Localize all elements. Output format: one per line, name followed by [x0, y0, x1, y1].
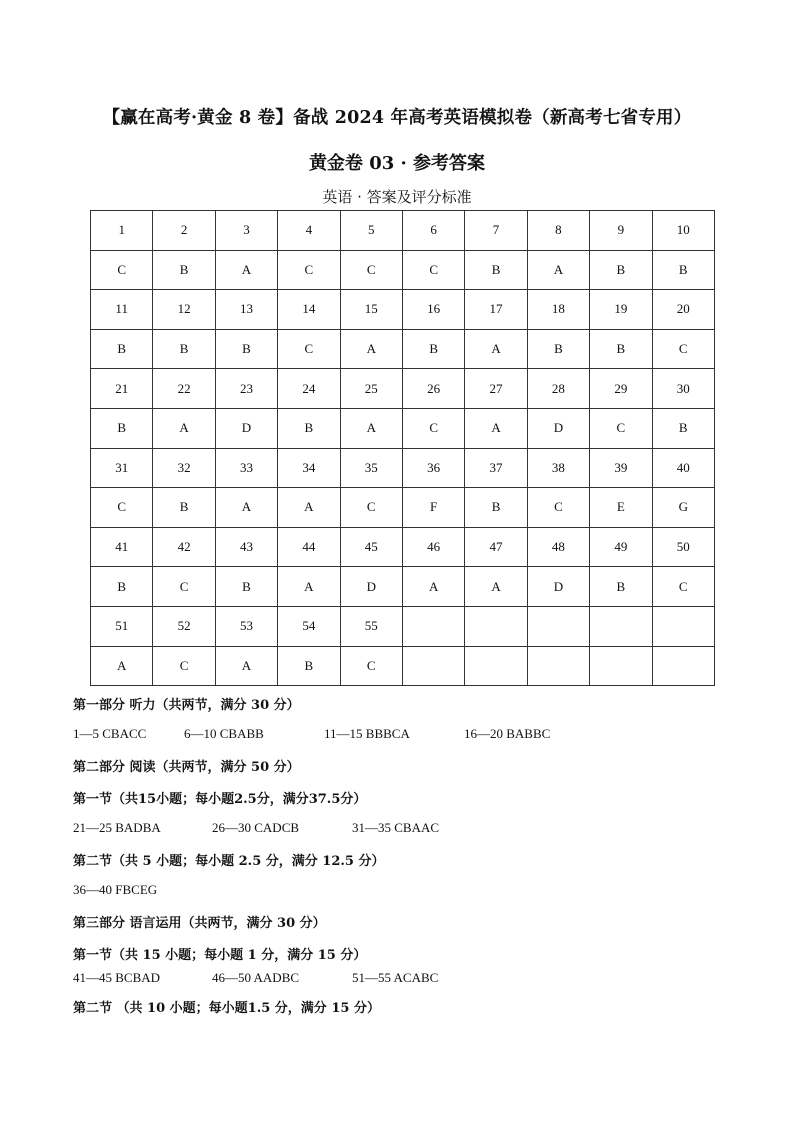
- answer-cell: A: [402, 567, 464, 607]
- question-number-cell: 36: [402, 448, 464, 488]
- answer-cell: C: [340, 488, 402, 528]
- question-number-cell: 30: [652, 369, 714, 409]
- answer-cell: B: [590, 250, 652, 290]
- question-number-cell: 13: [215, 290, 277, 330]
- question-number-cell: 27: [465, 369, 527, 409]
- answer-cell: A: [340, 408, 402, 448]
- answer-row: [91, 250, 715, 290]
- part3-heading: 第三部分 语言运用（共两节，满分 30 分）: [73, 916, 326, 931]
- answer-cell: B: [590, 329, 652, 369]
- answer-cell: C: [340, 646, 402, 686]
- answer-group: 36—40 FBCEG: [73, 882, 158, 897]
- question-number-row: [91, 448, 715, 488]
- question-number-cell: 50: [652, 527, 714, 567]
- question-number-cell: 23: [215, 369, 277, 409]
- answer-cell: B: [153, 250, 215, 290]
- answer-cell: C: [91, 250, 153, 290]
- answer-cell: A: [215, 488, 277, 528]
- answer-group: 16—20 BABBC: [464, 726, 551, 741]
- question-number-cell: 32: [153, 448, 215, 488]
- question-number-row: [91, 606, 715, 646]
- question-number-cell: 46: [402, 527, 464, 567]
- answer-cell: A: [278, 488, 340, 528]
- answer-cell: [527, 646, 589, 686]
- question-number-cell: 5: [340, 211, 402, 251]
- question-number-cell: 9: [590, 211, 652, 251]
- answer-cell: B: [215, 329, 277, 369]
- answer-group: 1—5 CBACC: [73, 726, 147, 741]
- answer-cell: D: [215, 408, 277, 448]
- part3-section2-heading: 第二节 （共 10 小题；每小题1.5 分，满分 15 分）: [73, 1001, 380, 1016]
- question-number-cell: 35: [340, 448, 402, 488]
- question-number-cell: 54: [278, 606, 340, 646]
- answer-cell: A: [465, 329, 527, 369]
- answer-cell: [465, 646, 527, 686]
- part2-section2-heading: 第二节（共 5 小题；每小题 2.5 分，满分 12.5 分）: [73, 854, 385, 869]
- answer-cell: B: [215, 567, 277, 607]
- answer-group: 41—45 BCBAD: [73, 970, 161, 985]
- question-number-cell: [465, 606, 527, 646]
- answer-table: [90, 210, 715, 686]
- answer-cell: C: [153, 646, 215, 686]
- question-number-cell: 3: [215, 211, 277, 251]
- answer-cell: C: [402, 250, 464, 290]
- answer-cell: B: [91, 408, 153, 448]
- question-number-cell: 40: [652, 448, 714, 488]
- answer-cell: A: [91, 646, 153, 686]
- question-number-cell: 28: [527, 369, 589, 409]
- answer-cell: C: [278, 250, 340, 290]
- question-number-cell: 34: [278, 448, 340, 488]
- question-number-cell: 51: [91, 606, 153, 646]
- answer-cell: B: [153, 488, 215, 528]
- question-number-cell: 19: [590, 290, 652, 330]
- question-number-cell: 42: [153, 527, 215, 567]
- answer-cell: C: [153, 567, 215, 607]
- question-number-cell: 55: [340, 606, 402, 646]
- answer-cell: [652, 646, 714, 686]
- question-number-cell: 16: [402, 290, 464, 330]
- question-number-cell: 8: [527, 211, 589, 251]
- answer-cell: B: [652, 250, 714, 290]
- answer-cell: A: [340, 329, 402, 369]
- answer-row: [91, 488, 715, 528]
- question-number-cell: 21: [91, 369, 153, 409]
- answer-row: [91, 329, 715, 369]
- document-subtitle: 黄金卷 03 · 参考答案: [308, 153, 486, 174]
- answer-cell: B: [91, 567, 153, 607]
- question-number-cell: 37: [465, 448, 527, 488]
- answer-cell: C: [652, 567, 714, 607]
- question-number-cell: 1: [91, 211, 153, 251]
- question-number-cell: 22: [153, 369, 215, 409]
- question-number-row: [91, 290, 715, 330]
- answer-cell: B: [278, 408, 340, 448]
- question-number-cell: 7: [465, 211, 527, 251]
- question-number-cell: 15: [340, 290, 402, 330]
- answer-cell: B: [465, 488, 527, 528]
- question-number-cell: [590, 606, 652, 646]
- answer-row: [91, 567, 715, 607]
- question-number-cell: [527, 606, 589, 646]
- answer-cell: A: [215, 250, 277, 290]
- question-number-row: [91, 369, 715, 409]
- question-number-cell: 45: [340, 527, 402, 567]
- answer-cell: A: [153, 408, 215, 448]
- answer-cell: D: [527, 408, 589, 448]
- answer-cell: A: [215, 646, 277, 686]
- answer-cell: C: [278, 329, 340, 369]
- answer-cell: B: [590, 567, 652, 607]
- question-number-cell: 33: [215, 448, 277, 488]
- question-number-cell: 24: [278, 369, 340, 409]
- question-number-cell: 31: [91, 448, 153, 488]
- answer-group: 26—30 CADCB: [212, 820, 300, 835]
- answer-cell: [402, 646, 464, 686]
- answer-cell: B: [465, 250, 527, 290]
- answer-cell: G: [652, 488, 714, 528]
- answer-cell: C: [91, 488, 153, 528]
- question-number-cell: 14: [278, 290, 340, 330]
- question-number-cell: 10: [652, 211, 714, 251]
- question-number-cell: [652, 606, 714, 646]
- answer-cell: B: [527, 329, 589, 369]
- answer-row: [91, 646, 715, 686]
- question-number-cell: 25: [340, 369, 402, 409]
- question-number-cell: [402, 606, 464, 646]
- answer-cell: B: [652, 408, 714, 448]
- answer-cell: C: [527, 488, 589, 528]
- question-number-cell: 20: [652, 290, 714, 330]
- question-number-cell: 53: [215, 606, 277, 646]
- question-number-cell: 17: [465, 290, 527, 330]
- question-number-cell: 38: [527, 448, 589, 488]
- answer-cell: [590, 646, 652, 686]
- answer-cell: A: [465, 567, 527, 607]
- answer-cell: A: [527, 250, 589, 290]
- question-number-cell: 29: [590, 369, 652, 409]
- answer-row: [91, 408, 715, 448]
- question-number-cell: 43: [215, 527, 277, 567]
- answer-cell: E: [590, 488, 652, 528]
- answer-group: 6—10 CBABB: [184, 726, 264, 741]
- answer-cell: F: [402, 488, 464, 528]
- question-number-row: [91, 527, 715, 567]
- part2-heading: 第二部分 阅读（共两节，满分 50 分）: [73, 760, 300, 775]
- document-title: 【赢在高考·黄金 8 卷】备战 2024 年高考英语模拟卷（新高考七省专用）: [102, 108, 692, 128]
- question-number-cell: 39: [590, 448, 652, 488]
- question-number-cell: 47: [465, 527, 527, 567]
- question-number-cell: 11: [91, 290, 153, 330]
- answer-cell: C: [652, 329, 714, 369]
- question-number-cell: 49: [590, 527, 652, 567]
- answer-cell: D: [340, 567, 402, 607]
- question-number-row: [91, 211, 715, 251]
- question-number-cell: 48: [527, 527, 589, 567]
- answer-cell: B: [91, 329, 153, 369]
- question-number-cell: 26: [402, 369, 464, 409]
- answer-cell: A: [465, 408, 527, 448]
- question-number-cell: 4: [278, 211, 340, 251]
- part2-section1-heading: 第一节（共15小题；每小题2.5分，满分37.5分）: [73, 792, 367, 807]
- question-number-cell: 6: [402, 211, 464, 251]
- answer-cell: B: [153, 329, 215, 369]
- part1-heading: 第一部分 听力（共两节，满分 30 分）: [73, 698, 300, 713]
- answer-group: 11—15 BBBCA: [324, 726, 410, 741]
- part3-section1-heading: 第一节（共 15 小题；每小题 1 分，满分 15 分）: [73, 948, 367, 963]
- question-number-cell: 41: [91, 527, 153, 567]
- answer-cell: A: [278, 567, 340, 607]
- answer-group: 51—55 ACABC: [352, 970, 439, 985]
- question-number-cell: 12: [153, 290, 215, 330]
- answer-group: 31—35 CBAAC: [352, 820, 440, 835]
- answer-cell: C: [402, 408, 464, 448]
- answer-cell: B: [278, 646, 340, 686]
- answer-cell: B: [402, 329, 464, 369]
- question-number-cell: 2: [153, 211, 215, 251]
- answer-cell: C: [590, 408, 652, 448]
- table-caption: 英语 · 答案及评分标准: [322, 188, 472, 206]
- answer-cell: C: [340, 250, 402, 290]
- answer-group: 46—50 AADBC: [212, 970, 300, 985]
- answer-group: 21—25 BADBA: [73, 820, 161, 835]
- question-number-cell: 52: [153, 606, 215, 646]
- question-number-cell: 44: [278, 527, 340, 567]
- answer-cell: D: [527, 567, 589, 607]
- question-number-cell: 18: [527, 290, 589, 330]
